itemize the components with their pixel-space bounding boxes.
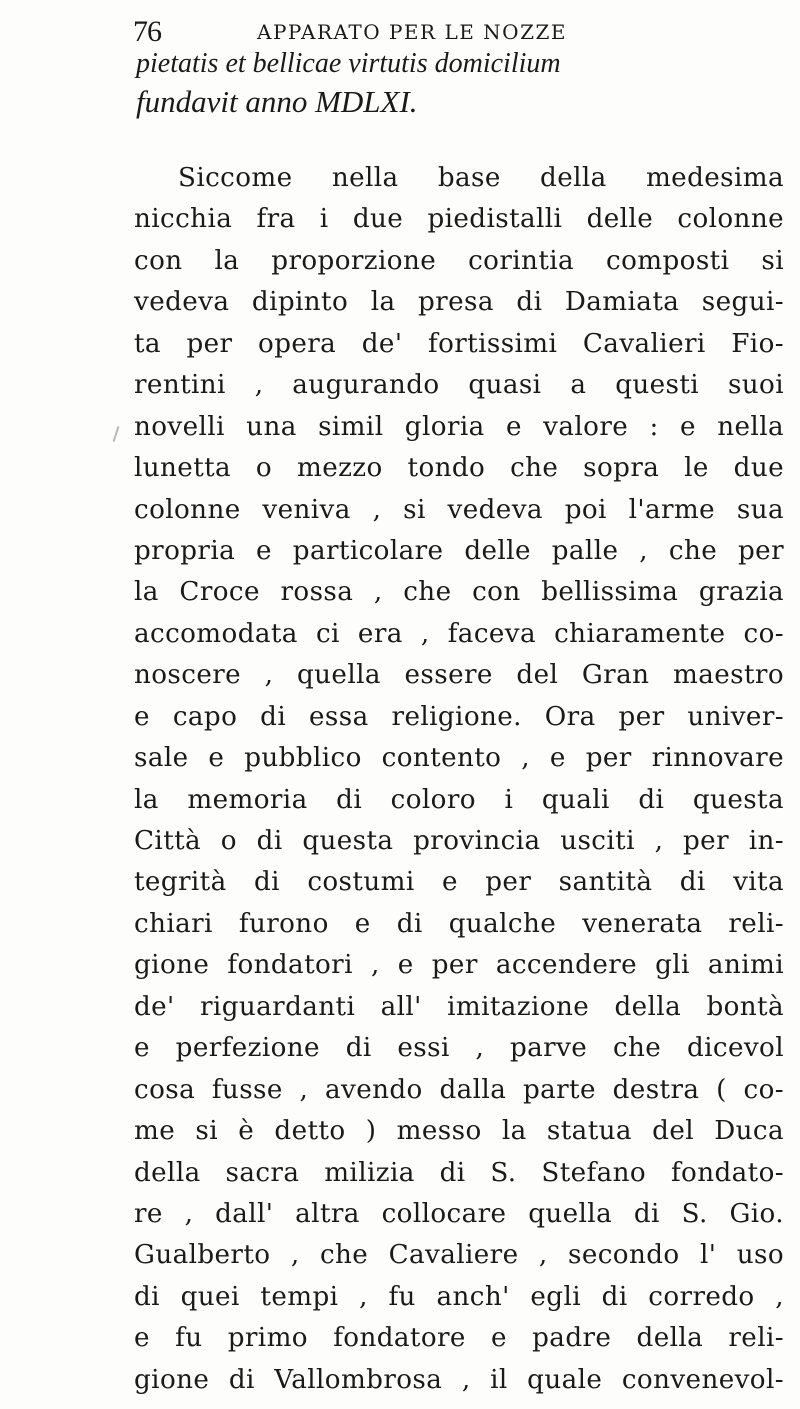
text-line: propria e particolare delle palle , che per bbox=[134, 535, 784, 566]
inscription-line: fundavit anno MDLXI. bbox=[136, 84, 418, 119]
page-number: 76 bbox=[133, 15, 161, 48]
text-line: noscere , quella essere del Gran maestro bbox=[134, 660, 784, 691]
text-line: la Croce rossa , che con bellissima grazia bbox=[134, 577, 784, 608]
text-line: sale e pubblico contento , e per rinnovare bbox=[134, 743, 784, 774]
text-line: rentini , augurando quasi a questi suoi bbox=[134, 370, 784, 401]
text-line: con la proporzione corintia composti si bbox=[134, 245, 784, 276]
text-line: accomodata ci era , faceva chiaramente co- bbox=[134, 618, 784, 649]
running-head: APPARATO PER LE NOZZE bbox=[257, 20, 567, 44]
text-line: lunetta o mezzo tondo che sopra le due bbox=[134, 453, 784, 484]
text-line: chiari furono e di qualche venerata reli- bbox=[134, 908, 784, 939]
text-line: la memoria di coloro i quali di questa bbox=[134, 784, 784, 815]
text-line: Gualberto , che Cavaliere , secondo l' uso bbox=[134, 1240, 784, 1271]
latin-inscription bbox=[136, 44, 791, 121]
text-line: gione di Vallombrosa , il quale convenevol- bbox=[134, 1364, 784, 1395]
text-line: vedeva dipinto la presa di Damiata segui- bbox=[134, 287, 784, 318]
text-line: Città o di questa provincia usciti , per in- bbox=[134, 826, 784, 856]
text-line: e fu primo fondatore e padre della reli- bbox=[134, 1323, 784, 1354]
margin-mark bbox=[113, 426, 120, 442]
text-line: de' riguardanti all' imitazione della bontà bbox=[134, 991, 784, 1022]
text-line: me si è detto ) messo la statua del Duca bbox=[134, 1116, 784, 1147]
text-line: della sacra milizia di S. Stefano fondato- bbox=[134, 1157, 784, 1188]
text-line: tegrità di costumi e per santità di vita bbox=[134, 867, 784, 898]
text-line: Siccome nella base della medesima bbox=[178, 163, 784, 193]
text-line: ta per opera de' fortissimi Cavalieri Fio- bbox=[134, 328, 784, 359]
text-line: re , dall' altra collocare quella di S. Gio. bbox=[134, 1198, 784, 1229]
text-line: novelli una simil gloria e valore : e nella bbox=[134, 411, 784, 442]
inscription-line: pietatis et bellicae virtutis domicilium bbox=[136, 48, 561, 79]
text-line: e perfezione di essi , parve che dicevol bbox=[134, 1033, 784, 1064]
text-line: cosa fusse , avendo dalla parte destra ( co- bbox=[134, 1074, 784, 1105]
text-line: gione fondatori , e per accendere gli animi bbox=[134, 950, 784, 981]
text-line: di quei tempi , fu anch' egli di corredo , bbox=[134, 1281, 784, 1312]
text-line: e capo di essa religione. Ora per univer- bbox=[134, 701, 784, 732]
text-line: nicchia fra i due piedistalli delle colonne bbox=[134, 204, 784, 235]
body-paragraph bbox=[134, 158, 784, 1401]
text-line: colonne veniva , si vedeva poi l'arme sua bbox=[134, 494, 784, 525]
